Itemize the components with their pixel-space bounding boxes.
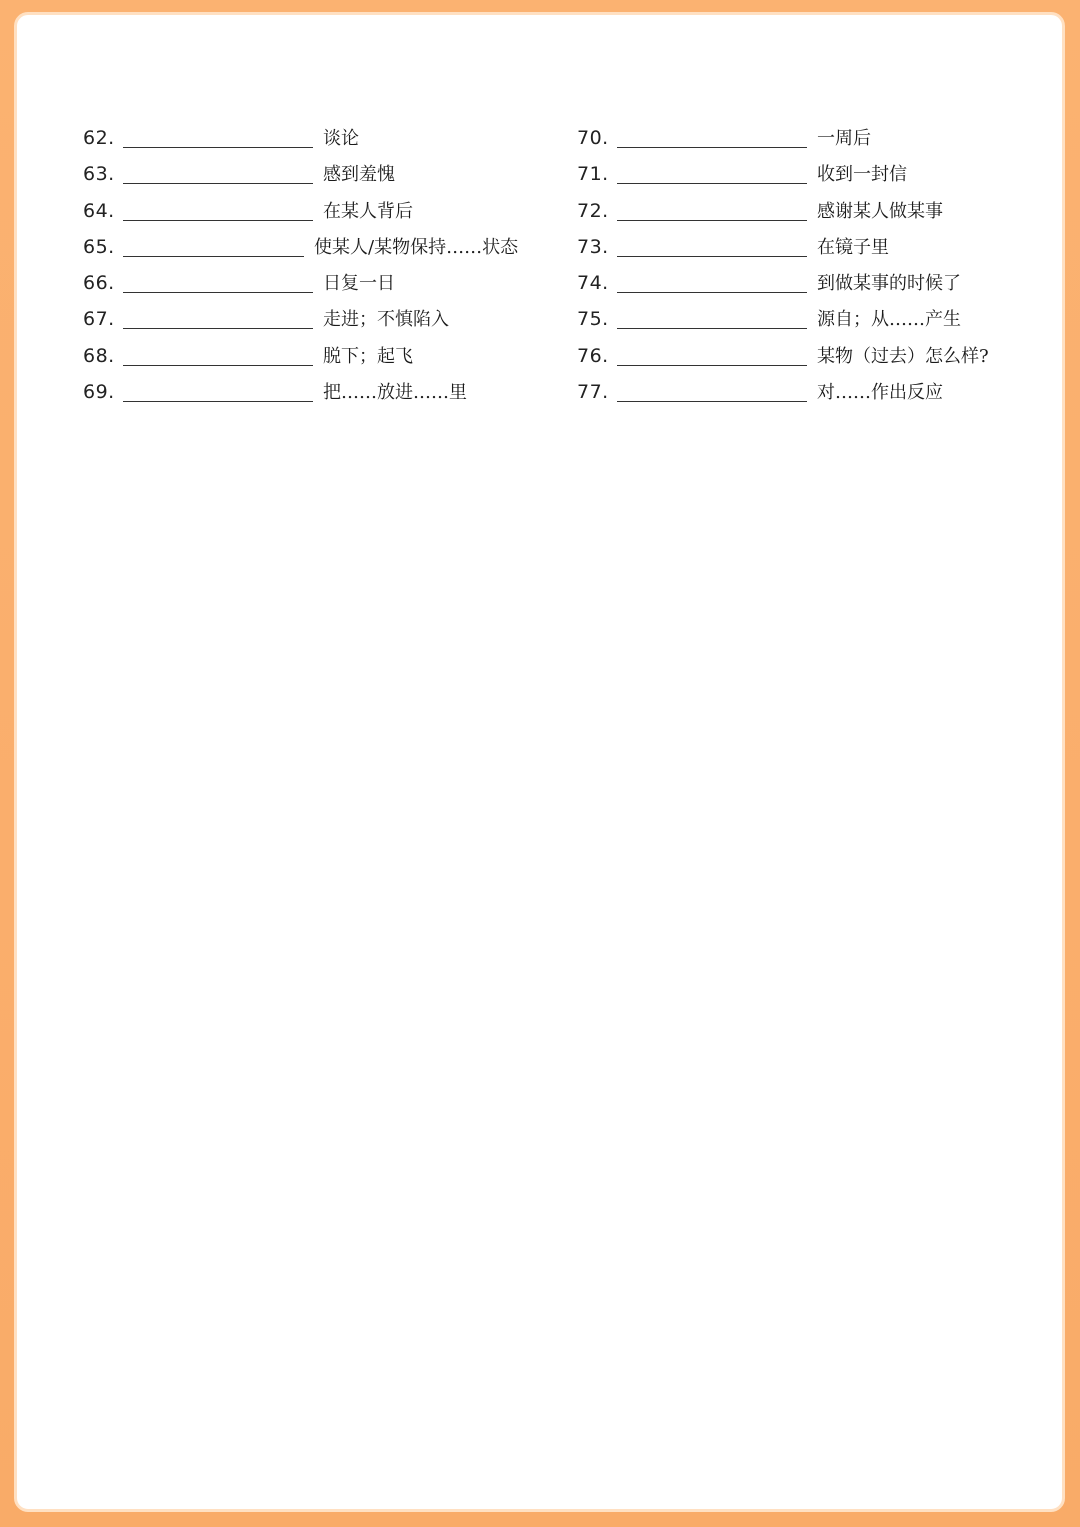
answer-blank[interactable] xyxy=(123,292,313,293)
answer-blank[interactable] xyxy=(617,147,807,148)
list-item xyxy=(83,120,563,156)
item-number: 66. xyxy=(83,272,115,295)
answer-blank[interactable] xyxy=(123,328,313,329)
item-number: 69. xyxy=(83,381,115,404)
item-meaning: 源自；从……产生 xyxy=(817,309,961,331)
item-number: 73. xyxy=(577,235,609,258)
answer-blank[interactable] xyxy=(617,328,807,329)
item-meaning: 对……作出反应 xyxy=(817,382,943,404)
list-item xyxy=(577,374,1057,410)
item-number: 76. xyxy=(577,344,609,367)
list-item xyxy=(83,301,563,337)
answer-blank[interactable] xyxy=(617,183,807,184)
list-item xyxy=(83,265,563,301)
item-meaning: 感到羞愧 xyxy=(323,164,395,186)
list-item xyxy=(577,265,1057,301)
answer-blank[interactable] xyxy=(123,365,313,366)
answer-blank[interactable] xyxy=(617,292,807,293)
item-number: 68. xyxy=(83,344,115,367)
list-item xyxy=(83,229,563,265)
item-meaning: 在镜子里 xyxy=(817,236,889,258)
item-meaning: 谈论 xyxy=(323,128,359,149)
item-number: 67. xyxy=(83,308,115,331)
answer-blank[interactable] xyxy=(123,147,313,148)
worksheet-page xyxy=(14,12,1065,1512)
item-number: 72. xyxy=(577,199,609,222)
item-number: 64. xyxy=(83,199,115,222)
answer-blank[interactable] xyxy=(123,220,313,221)
answer-blank[interactable] xyxy=(617,401,807,402)
item-meaning: 日复一日 xyxy=(323,273,395,295)
item-meaning: 某物（过去）怎么样? xyxy=(817,345,989,367)
list-item xyxy=(83,374,563,410)
list-item xyxy=(83,338,563,374)
item-number: 77. xyxy=(577,381,609,404)
item-meaning: 一周后 xyxy=(817,128,871,149)
list-item xyxy=(577,338,1057,374)
item-meaning: 感谢某人做某事 xyxy=(817,200,943,222)
item-number: 63. xyxy=(83,163,115,186)
item-number: 75. xyxy=(577,308,609,331)
answer-blank[interactable] xyxy=(123,401,313,402)
item-meaning: 收到一封信 xyxy=(817,164,907,186)
answer-blank[interactable] xyxy=(123,183,313,184)
answer-blank[interactable] xyxy=(617,256,807,257)
item-number: 74. xyxy=(577,272,609,295)
right-column xyxy=(577,120,1057,410)
list-item xyxy=(577,156,1057,192)
item-meaning: 在某人背后 xyxy=(323,200,413,222)
item-number: 65. xyxy=(83,235,115,258)
list-item xyxy=(577,301,1057,337)
item-number: 70. xyxy=(577,127,609,149)
list-item xyxy=(83,156,563,192)
item-number: 62. xyxy=(83,127,115,149)
item-meaning: 使某人/某物保持……状态 xyxy=(314,236,519,258)
answer-blank[interactable] xyxy=(617,365,807,366)
answer-blank[interactable] xyxy=(617,220,807,221)
left-column xyxy=(83,120,563,410)
item-number: 71. xyxy=(577,163,609,186)
item-meaning: 脱下；起飞 xyxy=(323,345,413,367)
list-item xyxy=(577,229,1057,265)
list-item xyxy=(577,120,1057,156)
item-meaning: 到做某事的时候了 xyxy=(817,273,961,295)
item-meaning: 走进；不慎陷入 xyxy=(323,309,449,331)
list-item xyxy=(83,193,563,229)
list-item xyxy=(577,193,1057,229)
item-meaning: 把……放进……里 xyxy=(323,382,467,404)
answer-blank[interactable] xyxy=(123,256,304,257)
